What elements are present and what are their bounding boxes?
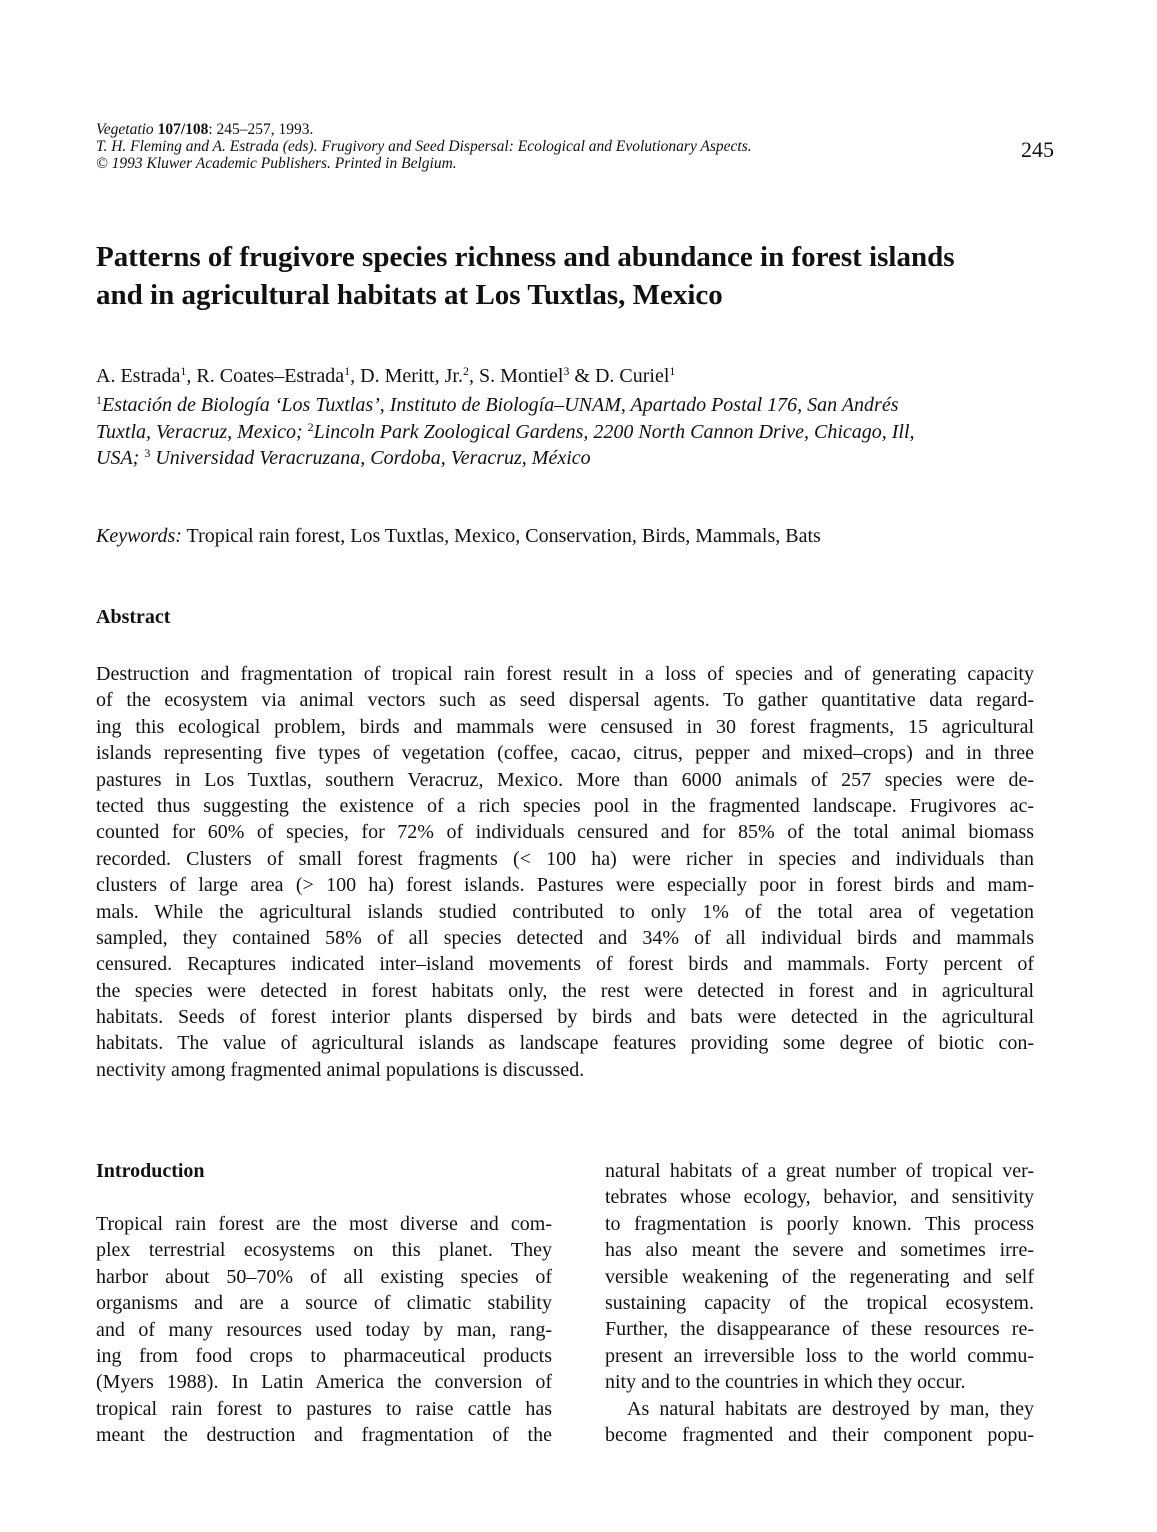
abstract-line: habitats. Seeds of forest interior plants dispersed by birds and bats were detected in the agricultural — [96, 1006, 1034, 1029]
body-line: natural habitats of a great number of tropical ver- — [605, 1160, 1034, 1182]
body-line: organisms and are a source of climatic stability — [96, 1292, 552, 1315]
abstract-line: recorded. Clusters of small forest fragments (< 100 ha) were richer in species and individuals than — [96, 847, 1034, 870]
abstract-line: counted for 60% of species, for 72% of individuals censured and for 85% of the total animal biomass — [96, 821, 1034, 844]
body-line: become fragmented and their component popu- — [605, 1423, 1034, 1446]
body-line: ing from food crops to pharmaceutical products — [96, 1344, 552, 1367]
affiliation-line — [96, 419, 1056, 446]
journal-pages-year: : 245–257, 1993. — [208, 121, 314, 138]
journal-header — [96, 121, 976, 172]
body-line: Tropical rain forest are the most diverse and com- — [96, 1213, 552, 1235]
abstract-line: the species were detected in forest habitats only, the rest were detected in forest and in agricultural — [96, 979, 1034, 1002]
body-line: As natural habitats are destroyed by man, they — [627, 1397, 1034, 1420]
editors-line: T. H. Fleming and A. Estrada (eds). Frugivory and Seed Dispersal: Ecological and Evolutionary Aspects. — [96, 138, 752, 155]
introduction-body — [96, 1211, 552, 1449]
body-line: versible weakening of the regenerating and self — [605, 1265, 1034, 1288]
affiliation-text: USA; — [96, 447, 145, 469]
body-line: nity and to the countries in which they occur. — [605, 1371, 966, 1394]
journal-name: Vegetatio — [96, 121, 154, 138]
body-line: harbor about 50–70% of all existing species of — [96, 1265, 552, 1288]
affiliation-marker: 2 — [307, 419, 314, 434]
page-number: 245 — [1021, 137, 1054, 162]
abstract-heading: Abstract — [96, 606, 171, 628]
citation-line — [96, 121, 976, 138]
body-line: and of many resources used today by man, rang- — [96, 1318, 552, 1341]
introduction-heading: Introduction — [96, 1160, 205, 1182]
abstract-body — [96, 661, 1034, 1083]
body-line: (Myers 1988). In Latin America the conversion of — [96, 1371, 552, 1394]
title-line: and in agricultural habitats at Los Tuxtlas, Mexico — [96, 279, 723, 311]
abstract-line: sampled, they contained 58% of all species detected and 34% of all individual birds and mammals — [96, 926, 1034, 949]
affiliation-line — [96, 445, 1056, 472]
abstract-line: censured. Recaptures indicated inter–island movements of forest birds and mammals. Forty percent of — [96, 953, 1034, 976]
abstract-line: pastures in Los Tuxtlas, southern Veracruz, Mexico. More than 6000 animals of 257 species were de- — [96, 768, 1034, 791]
author-name: , D. Meritt, Jr. — [350, 365, 463, 387]
affiliation-marker: 2 — [462, 364, 469, 378]
right-column — [605, 1159, 1034, 1448]
abstract-line: of the ecosystem via animal vectors such as seed dispersal agents. To gather quantitative data regard- — [96, 689, 1034, 712]
affiliation-text: Tuxtla, Veracruz, Mexico; — [96, 420, 308, 443]
affiliation-marker: 1 — [669, 364, 676, 378]
affiliation-text: Lincoln Park Zoological Gardens, 2200 North Cannon Drive, Chicago, Ill, — [313, 420, 915, 443]
affiliation-marker: 3 — [144, 446, 151, 460]
abstract-line: Destruction and fragmentation of tropical rain forest result in a loss of species and of generating capacity — [96, 663, 1034, 685]
left-column — [96, 1159, 552, 1449]
abstract-line: ing this ecological problem, birds and mammals were censused in 30 forest fragments, 15 agricultural — [96, 715, 1034, 738]
abstract-line: clusters of large area (> 100 ha) forest islands. Pastures were especially poor in forest birds and mam- — [96, 874, 1034, 897]
body-line: Further, the disappearance of these resources re- — [605, 1318, 1034, 1341]
keywords-label: Keywords: — [96, 525, 182, 547]
copyright-line: © 1993 Kluwer Academic Publishers. Printed in Belgium. — [96, 155, 457, 172]
author-list — [96, 365, 1056, 388]
affiliation-line — [96, 392, 1056, 419]
abstract-line: nectivity among fragmented animal populations is discussed. — [96, 1058, 585, 1081]
affiliation-text: Universidad Veracruzana, Cordoba, Veracruz, México — [150, 447, 591, 469]
author-name: A. Estrada — [96, 365, 181, 387]
journal-volume: 107/108 — [157, 121, 209, 138]
affiliation-marker: 1 — [344, 364, 351, 378]
affiliation-text: Estación de Biología ‘Los Tuxtlas’, Instituto de Biología–UNAM, Apartado Postal 176, San Andrés — [102, 394, 899, 416]
body-line: plex terrestrial ecosystems on this planet. They — [96, 1239, 552, 1262]
author-name: , R. Coates–Estrada — [186, 365, 345, 387]
body-line: sustaining capacity of the tropical ecosystem. — [605, 1291, 1034, 1314]
body-line: tebrates whose ecology, behavior, and sensitivity — [605, 1186, 1034, 1209]
title-line: Patterns of frugivore species richness and abundance in forest islands — [96, 241, 955, 273]
keywords — [96, 524, 1056, 548]
author-name: & D. Curiel — [569, 365, 670, 387]
paper-title — [96, 238, 1056, 314]
abstract-line: islands representing five types of vegetation (coffee, cacao, citrus, pepper and mixed–crops) and in three — [96, 742, 1034, 765]
affiliation-marker: 1 — [96, 393, 102, 407]
body-line: present an irreversible loss to the world commu- — [605, 1344, 1034, 1367]
body-line: has also meant the severe and sometimes irre- — [605, 1239, 1034, 1262]
affiliation-marker: 1 — [180, 364, 187, 378]
abstract-line: tected thus suggesting the existence of a rich species pool in the fragmented landscape. Frugivores ac- — [96, 794, 1034, 817]
body-line: tropical rain forest to pastures to raise cattle has — [96, 1397, 552, 1420]
affiliation-marker: 3 — [563, 364, 570, 378]
abstract-line: habitats. The value of agricultural islands as landscape features providing some degree of biotic con- — [96, 1032, 1034, 1055]
body-line: meant the destruction and fragmentation of the — [96, 1424, 552, 1447]
affiliations — [96, 392, 1056, 472]
body-line: to fragmentation is poorly known. This process — [605, 1212, 1034, 1235]
abstract-line: mals. While the agricultural islands studied contributed to only 1% of the total area of vegetation — [96, 900, 1034, 923]
keywords-text: Tropical rain forest, Los Tuxtlas, Mexico, Conservation, Birds, Mammals, Bats — [181, 525, 821, 547]
introduction-body-continued — [605, 1158, 1034, 1448]
author-name: , S. Montiel — [468, 365, 564, 387]
